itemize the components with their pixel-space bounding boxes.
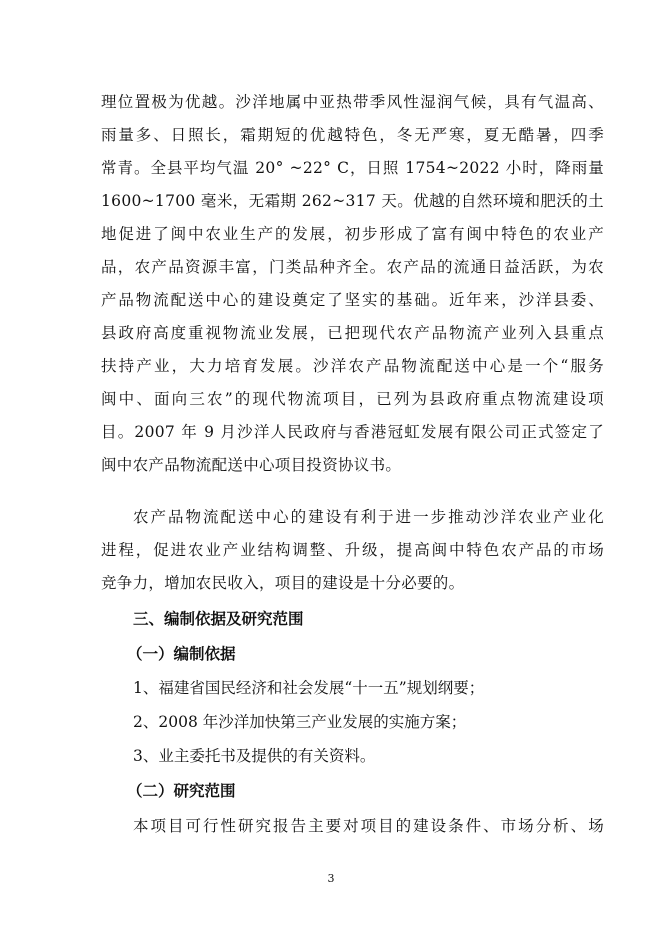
paragraph-line: 目。2007 年 9 月沙洋人民政府与香港冠虹发展有限公司正式签定了: [101, 423, 604, 441]
paragraph-line: 进程，促进农业产业结构调整、升级，提高闽中特色农产品的市场: [101, 541, 604, 559]
paragraph-line: 1600~1700 毫米，无霜期 262~317 天。优越的自然环境和肥沃的土: [101, 192, 604, 210]
paragraph-line: 县政府高度重视物流业发展，已把现代农产品物流产业列入县重点: [101, 324, 604, 342]
section-heading: 三、编制依据及研究范围: [133, 609, 304, 628]
paragraph-line: 产品物流配送中心的建设奠定了坚实的基础。近年来，沙洋县委、: [101, 291, 604, 309]
paragraph-line: 常青。全县平均气温 20° ~22° C，日照 1754~2022 小时，降雨量: [101, 159, 604, 177]
paragraph-line: 雨量多、日照长，霜期短的优越特色，冬无严寒，夏无酷暑，四季: [101, 126, 604, 144]
subsection-heading: （一）编制依据: [127, 644, 236, 663]
page-number: 3: [327, 872, 335, 885]
paragraph-line: 本项目可行性研究报告主要对项目的建设条件、市场分析、场: [133, 817, 604, 835]
paragraph-line: 闽中农产品物流配送中心项目投资协议书。: [101, 456, 402, 474]
paragraph-line: 农产品物流配送中心的建设有利于进一步推动沙洋农业产业化: [133, 508, 604, 526]
paragraph-line: 地促进了闽中农业生产的发展，初步形成了富有闽中特色的农业产: [101, 225, 604, 243]
paragraph-line: 品，农产品资源丰富，门类品种齐全。农产品的流通日益活跃，为农: [101, 258, 604, 276]
list-item: 1、福建省国民经济和社会发展“十一五”规划纲要；: [133, 679, 485, 697]
paragraph-line: 竞争力，增加农民收入，项目的建设是十分必要的。: [101, 574, 465, 592]
paragraph-line: 扶持产业，大力培育发展。沙洋农产品物流配送中心是一个“服务: [101, 357, 604, 375]
paragraph-line: 理位置极为优越。沙洋地属中亚热带季风性湿润气候，具有气温高、: [101, 93, 604, 111]
list-item: 3、业主委托书及提供的有关资料。: [133, 747, 376, 765]
subsection-heading: （二）研究范围: [127, 781, 236, 800]
list-item: 2、2008 年沙洋加快第三产业发展的实施方案；: [133, 713, 467, 731]
paragraph-line: 闽中、面向三农”的现代物流项目，已列为县政府重点物流建设项: [101, 390, 604, 408]
